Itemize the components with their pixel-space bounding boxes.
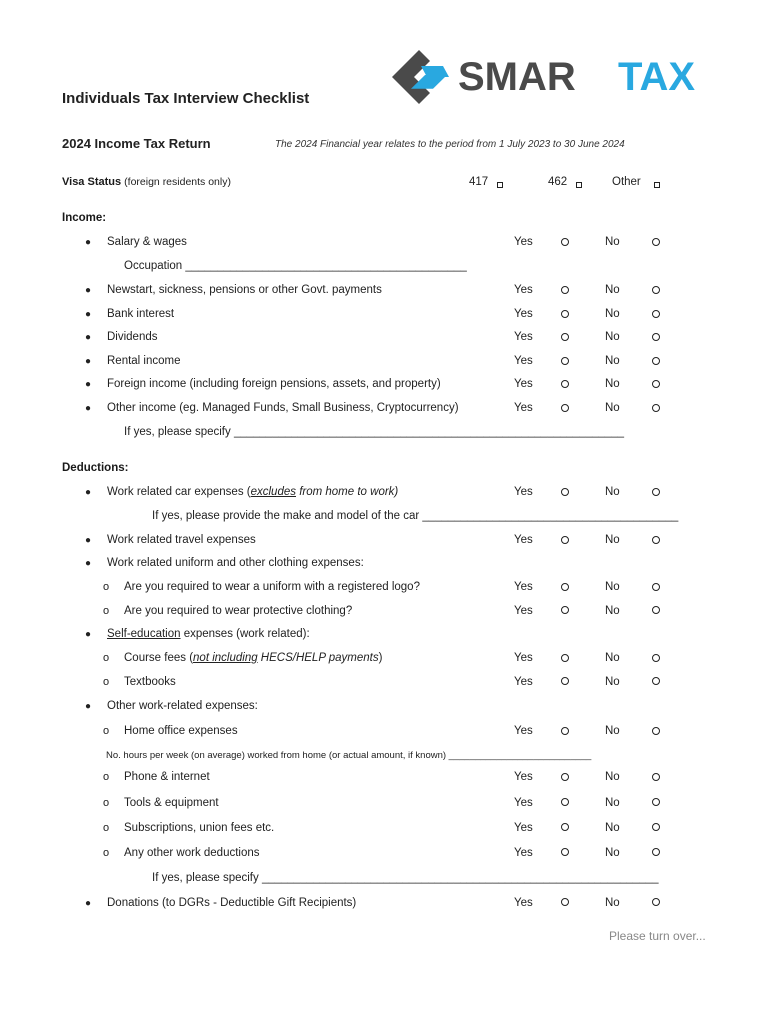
visa-status-row: [62, 176, 231, 188]
sub-bullet-icon: o: [103, 652, 110, 664]
no-label: No: [605, 486, 620, 498]
item-travel: Work related travel expenses: [107, 534, 256, 546]
yes-label: Yes: [514, 331, 533, 343]
no-label: No: [605, 652, 620, 664]
govt-yes-radio[interactable]: [561, 286, 569, 294]
subtitle: 2024 Income Tax Return: [62, 136, 211, 151]
item-uniform-logo: Are you required to wear a uniform with a registered logo?: [124, 581, 420, 593]
sub-bullet-icon: o: [103, 771, 110, 783]
yes-label: Yes: [514, 725, 533, 737]
bullet-icon: ●: [85, 535, 92, 546]
self-ed-text-b: expenses (work related):: [180, 628, 310, 640]
yes-label: Yes: [514, 652, 533, 664]
smartax-logo: [388, 48, 720, 109]
no-label: No: [605, 847, 620, 859]
income-heading: Income:: [62, 212, 107, 224]
visa-417-label: 417: [469, 176, 489, 188]
item-course-fees: [124, 652, 382, 664]
other-income-yes-radio[interactable]: [561, 404, 569, 412]
phone-yes-radio[interactable]: [561, 773, 569, 781]
dividends-no-radio[interactable]: [652, 333, 660, 341]
no-label: No: [605, 771, 620, 783]
item-uniform: Work related uniform and other clothing expenses:: [107, 557, 364, 569]
yes-label: Yes: [514, 355, 533, 367]
textbooks-yes-radio[interactable]: [561, 677, 569, 685]
car-text-excludes: excludes: [250, 486, 296, 498]
course-yes-radio[interactable]: [561, 654, 569, 662]
bullet-icon: ●: [85, 487, 92, 498]
no-label: No: [605, 308, 620, 320]
sub-bullet-icon: o: [103, 847, 110, 859]
yes-label: Yes: [514, 897, 533, 909]
no-label: No: [605, 378, 620, 390]
logo-text-accent: TAX: [618, 55, 696, 99]
bullet-icon: ●: [85, 332, 92, 343]
item-any-other: Any other work deductions: [124, 847, 260, 859]
item-foreign-income: Foreign income (including foreign pensions, assets, and property): [107, 378, 441, 390]
period-note: The 2024 Financial year relates to the period from 1 July 2023 to 30 June 2024: [275, 139, 625, 150]
rental-yes-radio[interactable]: [561, 357, 569, 365]
salary-yes-radio[interactable]: [561, 238, 569, 246]
bullet-icon: ●: [85, 285, 92, 296]
no-label: No: [605, 822, 620, 834]
sub-bullet-icon: o: [103, 822, 110, 834]
travel-yes-radio[interactable]: [561, 536, 569, 544]
uniform-logo-yes-radio[interactable]: [561, 583, 569, 591]
item-self-education: [107, 628, 310, 640]
car-make-field[interactable]: If yes, please provide the make and model of the car ________________________________________: [152, 510, 679, 522]
salary-no-radio[interactable]: [652, 238, 660, 246]
yes-label: Yes: [514, 797, 533, 809]
no-label: No: [605, 534, 620, 546]
sub-bullet-icon: o: [103, 581, 110, 593]
phone-no-radio[interactable]: [652, 773, 660, 781]
item-protective: Are you required to wear protective clothing?: [124, 605, 353, 617]
please-turn-over: Please turn over...: [609, 929, 706, 943]
visa-417-checkbox[interactable]: [497, 182, 503, 188]
deductions-specify-field[interactable]: If yes, please specify ______________________________________________________________: [152, 872, 659, 884]
item-textbooks: Textbooks: [124, 676, 176, 688]
no-label: No: [605, 402, 620, 414]
protective-yes-radio[interactable]: [561, 606, 569, 614]
yes-label: Yes: [514, 402, 533, 414]
item-other-income: Other income (eg. Managed Funds, Small Business, Cryptocurrency): [107, 402, 459, 414]
bullet-icon: ●: [85, 629, 92, 640]
protective-no-radio[interactable]: [652, 606, 660, 614]
item-govt-payments: Newstart, sickness, pensions or other Govt. payments: [107, 284, 382, 296]
yes-label: Yes: [514, 378, 533, 390]
bullet-icon: ●: [85, 379, 92, 390]
item-home-office: Home office expenses: [124, 725, 238, 737]
sub-bullet-icon: o: [103, 676, 110, 688]
visa-status-label: Visa Status: [62, 176, 122, 188]
course-text-c: HECS/HELP payments: [257, 652, 379, 664]
yes-label: Yes: [514, 308, 533, 320]
yes-label: Yes: [514, 236, 533, 248]
occupation-field[interactable]: Occupation ____________________________________________: [124, 260, 467, 272]
bank-yes-radio[interactable]: [561, 310, 569, 318]
foreign-yes-radio[interactable]: [561, 380, 569, 388]
tools-yes-radio[interactable]: [561, 798, 569, 806]
yes-label: Yes: [514, 771, 533, 783]
home-office-yes-radio[interactable]: [561, 727, 569, 735]
visa-462-checkbox[interactable]: [576, 182, 582, 188]
car-text-a: Work related car expenses (: [107, 486, 251, 498]
no-label: No: [605, 676, 620, 688]
no-label: No: [605, 355, 620, 367]
logo-text-dark: SMAR: [458, 55, 576, 99]
car-yes-radio[interactable]: [561, 488, 569, 496]
rental-no-radio[interactable]: [652, 357, 660, 365]
yes-label: Yes: [514, 676, 533, 688]
visa-other-checkbox[interactable]: [654, 182, 660, 188]
yes-label: Yes: [514, 605, 533, 617]
item-bank-interest: Bank interest: [107, 308, 175, 320]
course-text-not-including: not including: [193, 652, 258, 664]
subs-no-radio[interactable]: [652, 823, 660, 831]
visa-462-label: 462: [548, 176, 568, 188]
sub-bullet-icon: o: [103, 797, 110, 809]
other-income-no-radio[interactable]: [652, 404, 660, 412]
item-rental: Rental income: [107, 355, 181, 367]
subs-yes-radio[interactable]: [561, 823, 569, 831]
dividends-yes-radio[interactable]: [561, 333, 569, 341]
bullet-icon: ●: [85, 356, 92, 367]
smartax-logo-mark: [388, 48, 720, 106]
travel-no-radio[interactable]: [652, 536, 660, 544]
bullet-icon: ●: [85, 403, 92, 414]
no-label: No: [605, 331, 620, 343]
yes-label: Yes: [514, 847, 533, 859]
item-car-expenses: [107, 486, 398, 498]
deductions-heading: Deductions:: [62, 462, 129, 474]
home-office-no-radio[interactable]: [652, 727, 660, 735]
item-other-work: Other work-related expenses:: [107, 700, 258, 712]
item-phone: Phone & internet: [124, 771, 210, 783]
item-salary: Salary & wages: [107, 236, 187, 248]
car-text-c: from home to work): [296, 486, 399, 498]
bullet-icon: ●: [85, 558, 92, 569]
self-ed-text-a: Self-education: [107, 628, 181, 640]
item-tools: Tools & equipment: [124, 797, 219, 809]
sub-bullet-icon: o: [103, 725, 110, 737]
bullet-icon: ●: [85, 898, 92, 909]
no-label: No: [605, 797, 620, 809]
yes-label: Yes: [514, 284, 533, 296]
no-label: No: [605, 284, 620, 296]
uniform-logo-no-radio[interactable]: [652, 583, 660, 591]
course-text-a: Course fees (: [124, 652, 194, 664]
item-subscriptions: Subscriptions, union fees etc.: [124, 822, 275, 834]
bullet-icon: ●: [85, 237, 92, 248]
bank-no-radio[interactable]: [652, 310, 660, 318]
course-text-d: ): [378, 652, 383, 664]
no-label: No: [605, 581, 620, 593]
bullet-icon: ●: [85, 309, 92, 320]
visa-status-note: (foreign residents only): [124, 176, 231, 188]
yes-label: Yes: [514, 486, 533, 498]
income-specify-field[interactable]: If yes, please specify _____________________________________________________________: [124, 426, 625, 438]
no-label: No: [605, 236, 620, 248]
yes-label: Yes: [514, 581, 533, 593]
page-title: Individuals Tax Interview Checklist: [62, 90, 310, 107]
no-label: No: [605, 725, 620, 737]
donations-yes-radio[interactable]: [561, 898, 569, 906]
textbooks-no-radio[interactable]: [652, 677, 660, 685]
yes-label: Yes: [514, 822, 533, 834]
no-label: No: [605, 605, 620, 617]
sub-bullet-icon: o: [103, 605, 110, 617]
yes-label: Yes: [514, 534, 533, 546]
any-other-no-radio[interactable]: [652, 848, 660, 856]
hours-field[interactable]: No. hours per week (on average) worked from home (or actual amount, if known) ___________________________: [106, 750, 592, 761]
foreign-no-radio[interactable]: [652, 380, 660, 388]
car-no-radio[interactable]: [652, 488, 660, 496]
any-other-yes-radio[interactable]: [561, 848, 569, 856]
tools-no-radio[interactable]: [652, 798, 660, 806]
no-label: No: [605, 897, 620, 909]
item-dividends: Dividends: [107, 331, 158, 343]
course-no-radio[interactable]: [652, 654, 660, 662]
bullet-icon: ●: [85, 701, 92, 712]
donations-no-radio[interactable]: [652, 898, 660, 906]
govt-no-radio[interactable]: [652, 286, 660, 294]
item-donations: Donations (to DGRs - Deductible Gift Recipients): [107, 897, 357, 909]
visa-other-label: Other: [612, 176, 641, 188]
